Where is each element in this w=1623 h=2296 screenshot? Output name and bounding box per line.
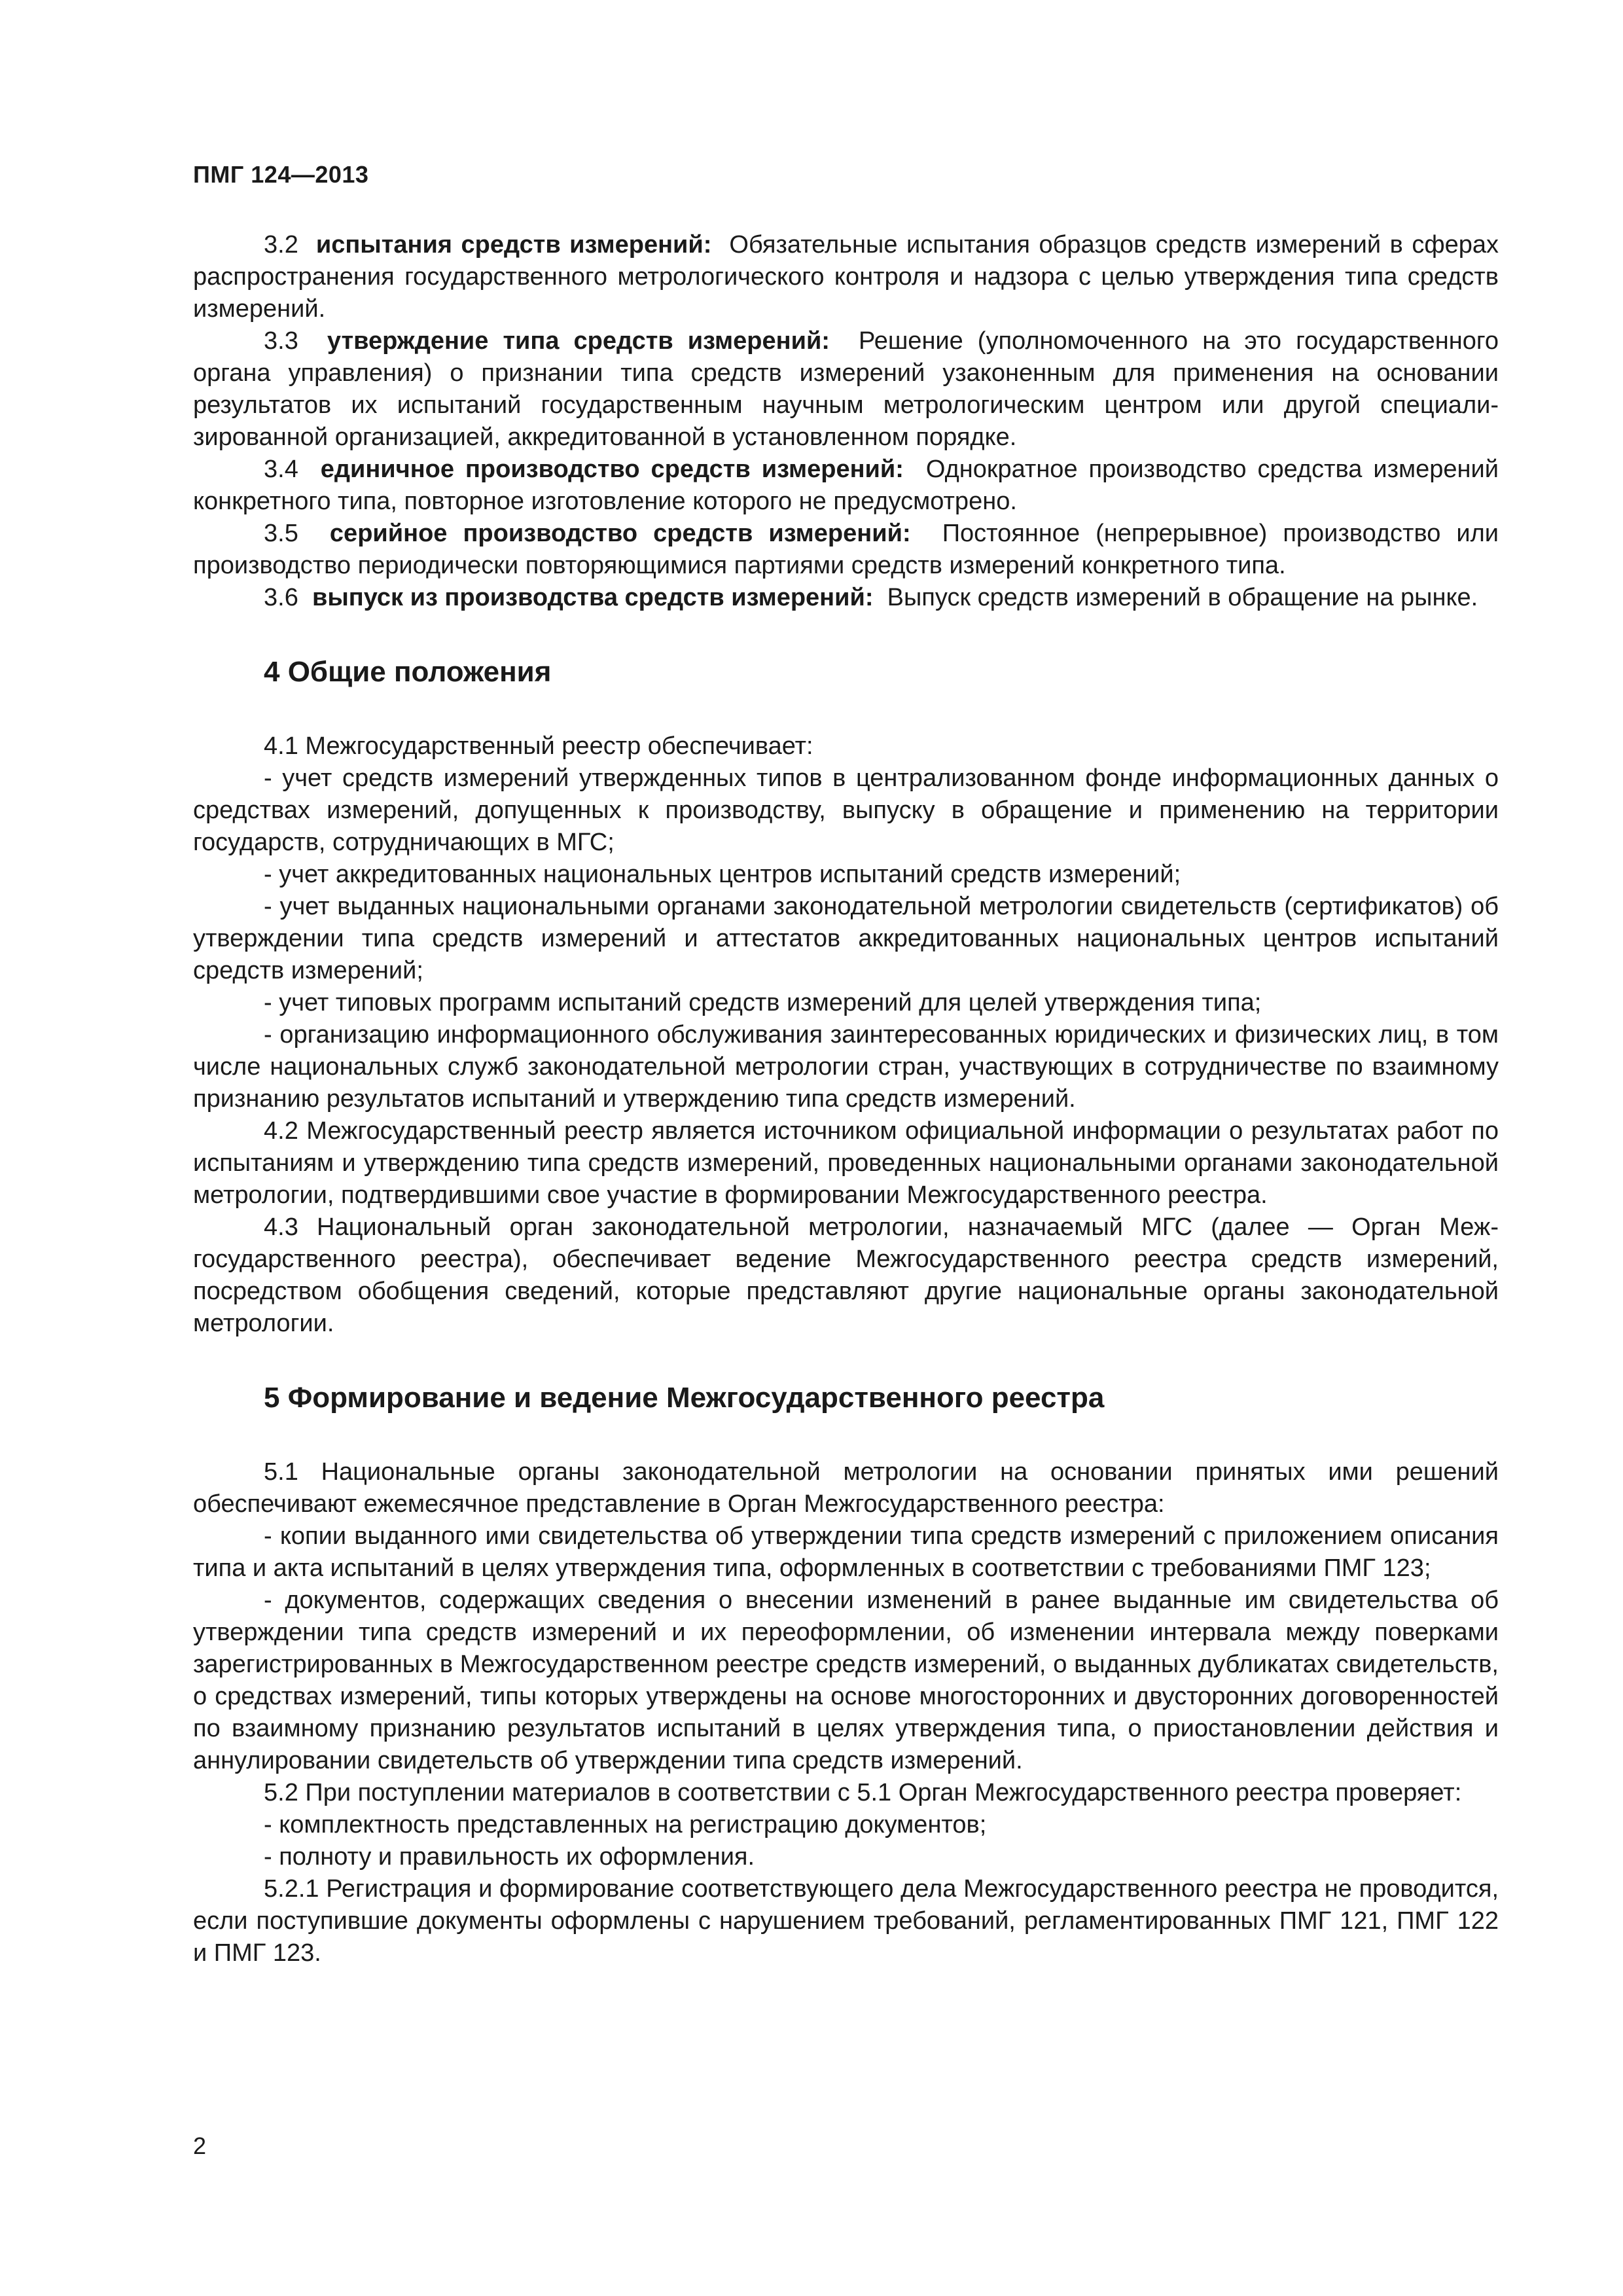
paragraph-5-1: 5.1 Национальные органы законодательной метрологии на основании принятых ими решений обеспечивают ежемесячное представление в Орган Межгосударственного реестра: <box>193 1458 1499 1518</box>
definition-3-2 <box>193 229 1499 325</box>
term: утверждение типа средств измерений: <box>327 327 830 355</box>
definition-3-4 <box>193 454 1499 518</box>
list-item: - копии выданного ими свидетельства об утверждении типа средств измерений с приложением описания типа и акта испытаний в целях утверждения типа, оформленных в соответствии с требованиями ПМГ 123; <box>193 1522 1499 1582</box>
definition-3-5 <box>193 518 1499 582</box>
page-number: 2 <box>193 2132 207 2159</box>
clause-number: 3.5 <box>264 520 298 547</box>
section-4-heading: 4 Общие положения <box>264 656 552 688</box>
list-item: - учет аккредитованных национальных центров испытаний средств измерений; <box>264 861 1181 888</box>
list-item: - организацию информационного обслуживания заинтересованных юридических и физических лиц, в том числе национальных служб законодательной метрологии стран, участвующих в сотрудничестве по взаимному признанию результатов испытаний и утверждению типа средств измерений. <box>193 1021 1499 1113</box>
definition-text: Обязательные испытания образцов средств измерений в сферах распространения государственного метрологического контроля и надзора с целью утверждения типа средств измерений. <box>193 231 1499 323</box>
list-item: - документов, содержащих сведения о внесении изменений в ранее выданные им свидетельства об утверждении типа средств измерений и их переоформлении, об изменении интервала между поверками зарегистрированных в Межгосударственном реестре средств измерений, о выданных дубликатах свидетельств, о средствах измерений, типы которых утверждены на основе многосторонних и двусторонних договоренностей по взаимному признанию результатов испытаний в целях утверждения типа, о приостановлении действия и аннулировании свидетельств об утверждении типа средств измерений. <box>193 1587 1499 1774</box>
document-code-header: ПМГ 124—2013 <box>193 161 369 188</box>
list-item: - учет типовых программ испытаний средств измерений для целей утверждения типа; <box>264 989 1262 1016</box>
term: выпуск из производства средств измерений: <box>312 584 874 611</box>
list-item: - учет средств измерений утвержденных типов в централизованном фонде информационных данных о средствах измерений, допущенных к производству, выпуску в обращение и применению на территории государств, сотрудничающих в МГС; <box>193 764 1499 856</box>
document-body <box>193 229 1499 1969</box>
list-item: - полноту и правильность их оформления. <box>264 1843 755 1871</box>
definition-text: Решение (уполномоченного на это государственного органа управления) о признании типа средств измерений узаконенным для применения на основании результатов их испытаний государственным научным метрологическим центром или другой специализированной организацией, аккредитованной в установленном порядке. <box>193 327 1499 451</box>
paragraph-4-2: 4.2 Межгосударственный реестр является источником официальной информации о результатах работ по испытаниям и утверждению типа средств измерений, проведенных национальными органами законодательной метрологии, подтвердившими свое участие в формировании Межгосударственного реестра. <box>193 1117 1499 1209</box>
paragraph-4-3: 4.3 Национальный орган законодательной метрологии, назначаемый МГС (далее — Орган Межгосударственного реестра), обеспечивает ведение Межгосударственного реестра средств измерений, посредством обобщения сведений, которые представляют другие национальные органы законодательной метрологии. <box>193 1213 1499 1337</box>
definition-text: Постоянное (непрерывное) производство или производство периодически повторяющимися партиями средств измерений конкретного типа. <box>193 520 1499 579</box>
clause-number: 3.6 <box>264 584 298 611</box>
term: испытания средств измерений: <box>315 231 712 259</box>
definition-3-3 <box>193 325 1499 454</box>
term: серийное производство средств измерений: <box>329 520 911 547</box>
definition-text: Выпуск средств измерений в обращение на рынке. <box>887 584 1478 611</box>
clause-number: 3.4 <box>264 456 298 483</box>
term: единичное производство средств измерений: <box>320 456 904 483</box>
clause-number: 3.2 <box>264 231 298 259</box>
paragraph-5-2-1: 5.2.1 Регистрация и формирование соответствующего дела Межгосударственного реестра не проводится, если поступившие документы оформлены с нарушением требований, регламентированных ПМГ 121, ПМГ 122 и ПМГ 123. <box>193 1875 1499 1967</box>
definition-text: Однократное производство средства измерений конкретного типа, повторное изготовление которого не предусмотрено. <box>193 456 1499 515</box>
section-5-heading: 5 Формирование и ведение Межгосударственного реестра <box>264 1382 1105 1414</box>
paragraph-4-1: 4.1 Межгосударственный реестр обеспечивает: <box>264 732 813 760</box>
list-item: - комплектность представленных на регистрацию документов; <box>264 1811 987 1839</box>
clause-number: 3.3 <box>264 327 298 355</box>
definition-3-6 <box>193 582 1499 614</box>
list-item: - учет выданных национальными органами законодательной метрологии свидетельств (сертификатов) об утверждении типа средств измерений и аттестатов аккредитованных национальных центров испытаний средств измерений; <box>193 893 1499 984</box>
paragraph-5-2: 5.2 При поступлении материалов в соответствии с 5.1 Орган Межгосударственного реестра проверяет: <box>264 1779 1462 1806</box>
